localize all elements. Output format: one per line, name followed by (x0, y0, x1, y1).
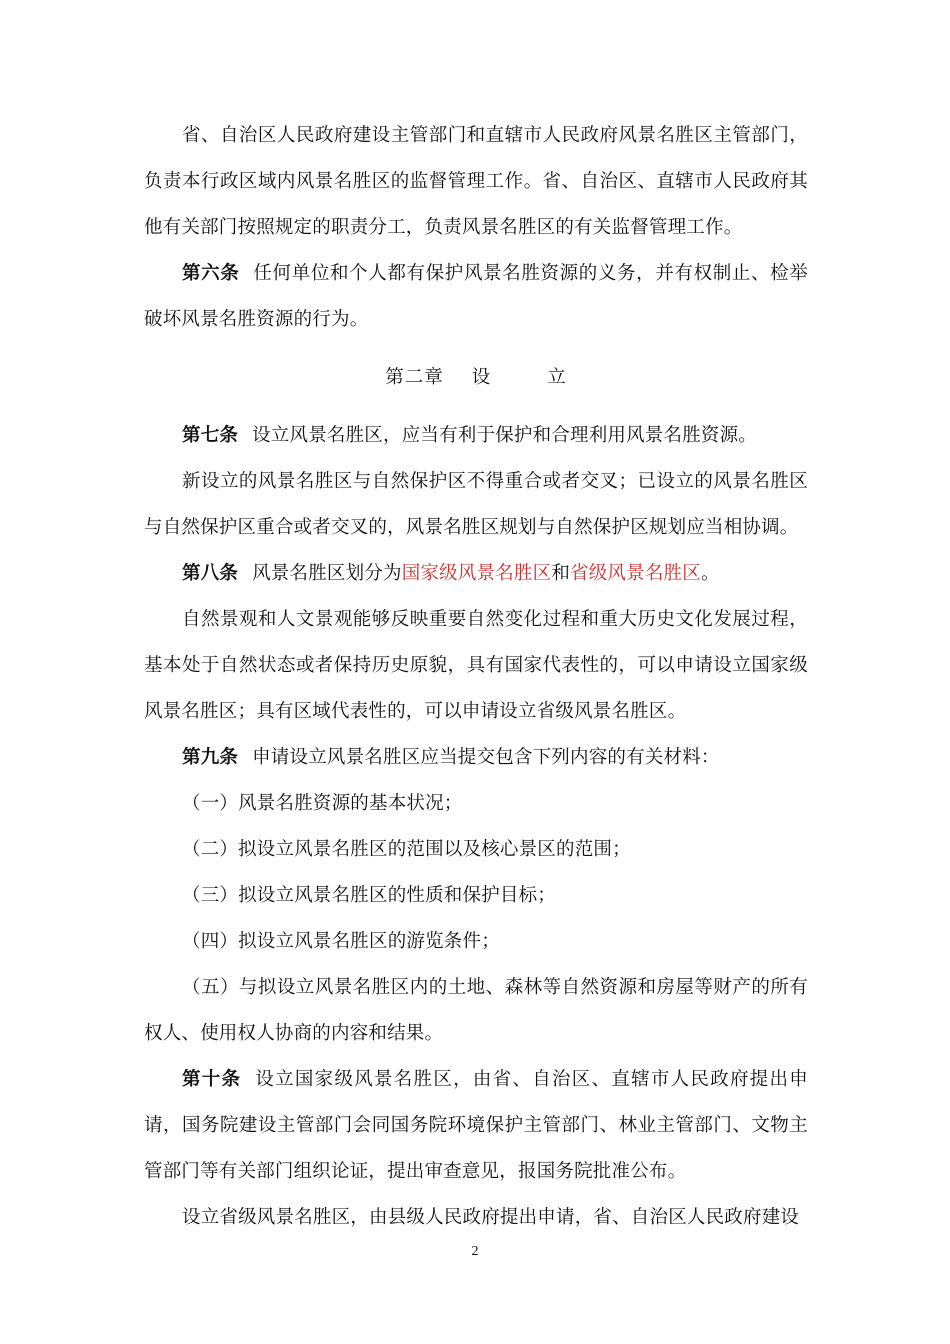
article-9 (144, 735, 808, 781)
article-8-text-end: 。 (700, 563, 720, 584)
article-8-paragraph-2: 自然景观和人文景观能够反映重要自然变化过程和重大历史文化发展过程，基本处于自然状态或者保持历史原貌，具有国家代表性的，可以申请设立国家级风景名胜区；具有区域代表性的，可以申请设立省级风景名胜区。 (144, 609, 808, 722)
article-7-paragraph-2: 新设立的风景名胜区与自然保护区不得重合或者交叉；已设立的风景名胜区与自然保护区重合或者交叉的，风景名胜区规划与自然保护区规划应当相协调。 (144, 471, 808, 538)
article-10-number: 第十条 (182, 1069, 242, 1090)
article-9-number: 第九条 (182, 747, 239, 768)
article-7-text: 设立风景名胜区，应当有利于保护和合理利用风景名胜资源。 (252, 425, 758, 446)
provincial-level-highlight: 省级风景名胜区 (570, 563, 701, 584)
article-8-number: 第八条 (182, 563, 239, 584)
article-8 (144, 551, 808, 597)
article-9-text: 申请设立风景名胜区应当提交包含下列内容的有关材料： (252, 747, 720, 768)
article-8-text-mid: 和 (551, 563, 571, 584)
article-8-text-pre: 风景名胜区划分为 (252, 563, 402, 584)
article-6 (144, 251, 808, 343)
list-item: （五）与拟设立风景名胜区内的土地、森林等自然资源和房屋等财产的所有权人、使用权人协商的内容和结果。 (144, 977, 808, 1044)
list-item: （二）拟设立风景名胜区的范围以及核心景区的范围； (182, 839, 631, 860)
page-number: 2 (471, 1244, 479, 1259)
list-item: （四）拟设立风景名胜区的游览条件； (182, 931, 500, 952)
article-10 (144, 1057, 808, 1195)
document-body (144, 113, 808, 1241)
chapter-number: 第二章 (385, 367, 444, 388)
chapter-title-char-2: 立 (547, 367, 567, 388)
list-item: （一）风景名胜资源的基本状况； (182, 793, 463, 814)
article-10-text: 设立国家级风景名胜区，由省、自治区、直辖市人民政府提出申请，国务院建设主管部门会同国务院环境保护主管部门、林业主管部门、文物主管部门等有关部门组织论证，提出审查意见，报国务院批准公布。 (144, 1069, 808, 1182)
article-7-number: 第七条 (182, 425, 239, 446)
article-6-number: 第六条 (182, 263, 240, 284)
article-7 (144, 413, 808, 459)
article-10-paragraph-2: 设立省级风景名胜区，由县级人民政府提出申请，省、自治区人民政府建设 (182, 1207, 800, 1228)
national-level-highlight: 国家级风景名胜区 (401, 563, 552, 584)
paragraph-dept-responsibility: 省、自治区人民政府建设主管部门和直辖市人民政府风景名胜区主管部门，负责本行政区域内风景名胜区的监督管理工作。省、自治区、直辖市人民政府其他有关部门按照规定的职责分工，负责风景名胜区的有关监督管理工作。 (144, 125, 808, 238)
chapter-heading (144, 343, 808, 413)
list-item: （三）拟设立风景名胜区的性质和保护目标； (182, 885, 557, 906)
article-6-text: 任何单位和个人都有保护风景名胜资源的义务，并有权制止、检举破坏风景名胜资源的行为。 (144, 263, 808, 330)
chapter-title-char-1: 设 (471, 367, 492, 388)
